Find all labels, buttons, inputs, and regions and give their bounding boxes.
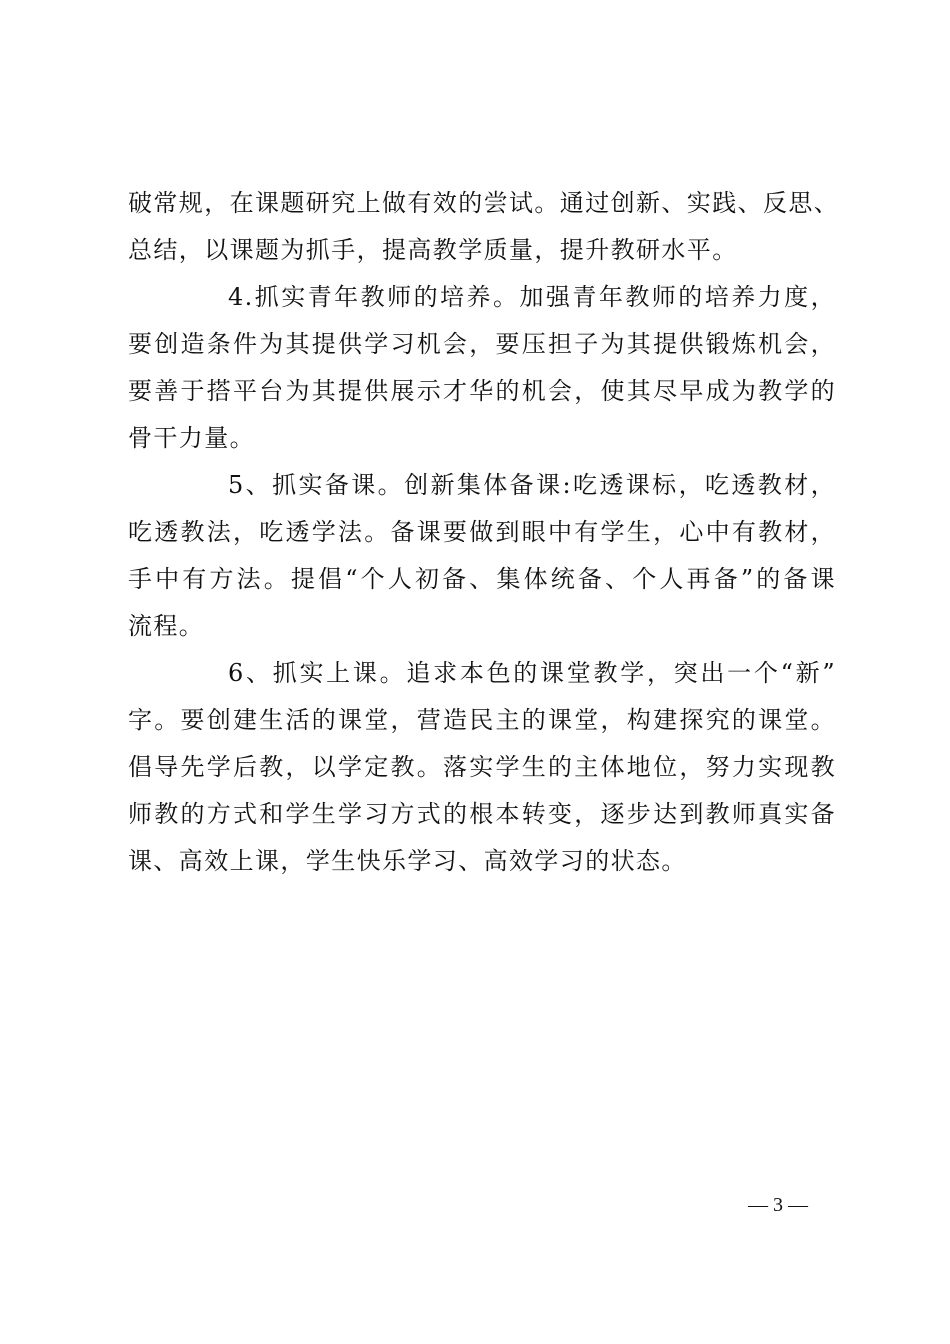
text-line: 骨干力量。 <box>128 424 255 452</box>
paragraph-teaching <box>128 650 836 885</box>
text-line: 5、抓实备课。创新集体备课:吃透课标，吃透教材， <box>228 471 836 499</box>
text-line: 课、高效上课，学生快乐学习、高效学习的状态。 <box>128 847 687 875</box>
text-line: 破常规，在课题研究上做有效的尝试。通过创新、实践、反思、 <box>128 189 840 217</box>
text-line: 手中有方法。提倡“个人初备、集体统备、个人再备”的备课 <box>128 565 836 593</box>
paragraph-continued <box>128 180 840 274</box>
document-body <box>128 180 840 885</box>
text-line: 吃透教法，吃透学法。备课要做到眼中有学生，心中有教材， <box>128 518 836 546</box>
paragraph-young-teachers <box>128 274 836 462</box>
text-line: 师教的方式和学生学习方式的根本转变，逐步达到教师真实备 <box>128 800 836 828</box>
text-line: 4.抓实青年教师的培养。加强青年教师的培养力度， <box>228 283 836 311</box>
text-line: 流程。 <box>128 612 205 640</box>
text-line: 6、抓实上课。追求本色的课堂教学，突出一个“新” <box>228 659 836 687</box>
text-line: 倡导先学后教，以学定教。落实学生的主体地位，努力实现教 <box>128 753 836 781</box>
page-number: — 3 — <box>748 1194 808 1216</box>
text-line: 总结，以课题为抓手，提高教学质量，提升教研水平。 <box>128 236 738 264</box>
text-line: 字。要创建生活的课堂，营造民主的课堂，构建探究的课堂。 <box>128 706 836 734</box>
text-line: 要善于搭平台为其提供展示才华的机会，使其尽早成为教学的 <box>128 377 836 405</box>
paragraph-lesson-prep <box>128 462 836 650</box>
text-line: 要创造条件为其提供学习机会，要压担子为其提供锻炼机会， <box>128 330 836 358</box>
